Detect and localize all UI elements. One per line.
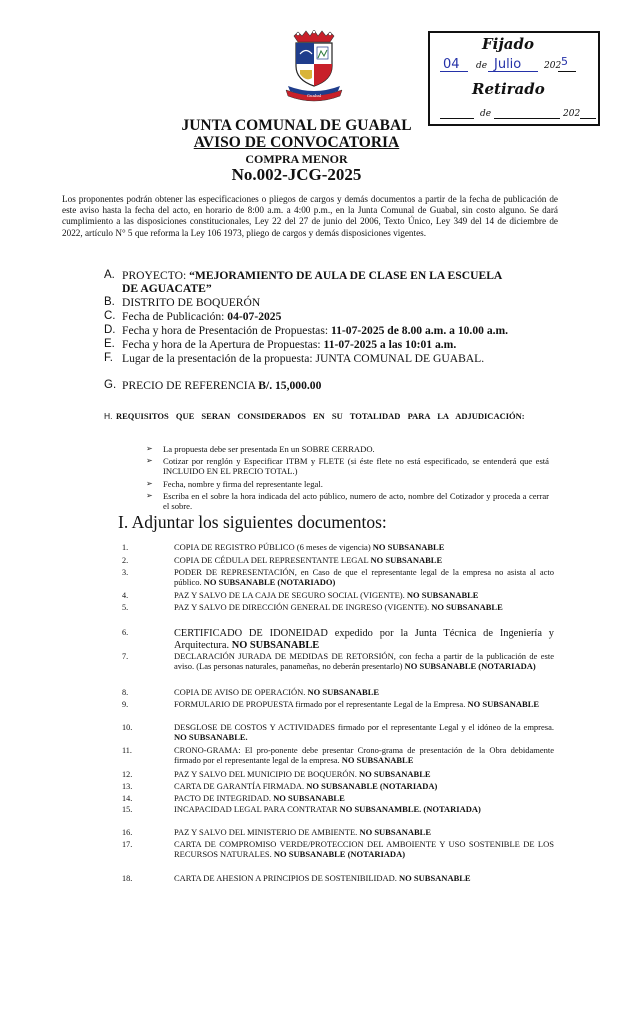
item-value: B/. 15,000.00: [258, 379, 322, 392]
document-item: [174, 603, 554, 613]
document-condition: NO SUBSANABLE (NOTARIADA): [404, 660, 536, 671]
document-item: [174, 746, 554, 765]
arrow-bullet-icon: ➢: [146, 456, 153, 465]
notice-number: No.002-JCG-2025: [231, 165, 362, 184]
document-item: [174, 568, 554, 587]
document-text: CRONO-GRAMA: El pro-ponente debe presentar Crono-grama de presentación de la Obra debidamente firmado por el representante legal de la empresa.: [174, 745, 554, 765]
item-letter: D.: [104, 324, 116, 336]
document-condition: NO SUBSANABLE: [359, 827, 431, 837]
document-number: 11.: [122, 746, 132, 755]
document-text: PAZ Y SALVO DEL MUNICIPIO DE BOQUERÓN.: [174, 769, 359, 779]
document-item: [174, 652, 554, 671]
item-label: Fecha y hora de Presentación de Propuestas:: [122, 324, 331, 337]
purchase-type: COMPRA MENOR: [245, 152, 348, 166]
item-value: 04-07-2025: [227, 310, 282, 323]
document-condition: NO SUBSANABLE: [406, 590, 479, 600]
document-number: 8.: [122, 688, 129, 697]
document-text: PACTO DE INTEGRIDAD.: [174, 793, 274, 803]
document-condition: NO SUBSANABLE: [399, 873, 471, 883]
document-condition: NO SUBSANABLE (NOTARIADA): [306, 781, 438, 791]
item-letter: C.: [104, 310, 116, 322]
document-number: 14.: [122, 794, 133, 803]
document-number: 6.: [122, 628, 129, 637]
document-text: PODER DE REPRESENTACIÓN, en Caso de que el representante legal de la empresa no asista al acto público.: [174, 567, 554, 587]
requirement-text: La propuesta debe ser presentada En un SOBRE CERRADO.: [163, 444, 375, 454]
document-condition: NO SUBSANABLE: [372, 542, 445, 552]
document-item: [174, 591, 554, 601]
document-text: INCAPACIDAD LEGAL PARA CONTRATAR: [174, 804, 340, 814]
document-number: 7.: [122, 652, 129, 661]
item-letter: G.: [104, 379, 117, 391]
document-text: COPIA DE AVISO DE OPERACIÓN.: [174, 687, 308, 697]
item-value: 11-07-2025 de 8.00 a.m. a 10.00 a.m.: [330, 324, 509, 337]
document-condition: NO SUBSANAMBLE. (NOTARIADA): [339, 804, 481, 814]
item-label: Fecha de Publicación:: [122, 310, 228, 323]
document-text: DECLARACIÓN JURADA DE MEDIDAS DE RETORSIÓN, con fecha a partir de la publicación de este aviso. (Las personas naturales, panameñas, no deberán presentarlo): [174, 651, 554, 671]
notice-title: AVISO DE CONVOCATORIA: [193, 134, 400, 151]
item-value: 11-07-2025 a las 10:01 a.m.: [323, 338, 457, 351]
document-condition: NO SUBSANABLE: [467, 699, 540, 709]
item-value-continued: DE AGUACATE”: [122, 282, 212, 295]
item-text: [122, 310, 552, 323]
intro-paragraph: Los proponentes podrán obtener las especificaciones o pliegos de cargos y demás documentos a partir de la fecha de publicación de este aviso hasta la fecha del acto, en horario de 8:00 a.m. a 4:00 p.m., en la Junta Comunal de Guabal, sin costo alguno. Se dará cumplimiento a las disposiciones constitucionales, Ley 22 del 27 de junio del 2006, Texto Único, Ley 349 del 14 de diciembre de 2022, artículo N° 5 que reforma la Ley 106 1973, pliego de cargos y demás disposiciones vigentes.: [62, 194, 558, 238]
document-item: [174, 805, 554, 815]
document-number: 5.: [122, 603, 129, 612]
document-text: CERTIFICADO DE IDONEIDAD expedido por la Junta Técnica de Ingeniería y Arquitectura.: [174, 628, 554, 651]
requirement-text: Fecha, nombre y firma del representante legal.: [163, 479, 323, 489]
document-item: [174, 828, 554, 838]
requisitos-letter: H.: [104, 411, 113, 421]
document-item: [174, 770, 554, 780]
fijado-day: 04: [443, 57, 460, 72]
retirado-year-prefix: 202: [563, 109, 581, 119]
item-letter: B.: [104, 296, 115, 308]
document-text: FORMULARIO DE PROPUESTA firmado por el representante Legal de la Empresa.: [174, 699, 468, 709]
retirado-label: Retirado: [472, 80, 545, 98]
document-condition: NO SUBSANABLE: [358, 769, 431, 779]
document-number: 9.: [122, 700, 129, 709]
document-text: CARTA DE AHESION A PRINCIPIOS DE SOSTENIBILIDAD.: [174, 873, 400, 883]
fijado-label: Fijado: [482, 35, 534, 53]
document-text: PAZ Y SALVO DE LA CAJA DE SEGURO SOCIAL (VIGENTE).: [174, 590, 407, 600]
document-number: 10.: [122, 723, 133, 732]
document-condition: NO SUBSANABLE: [370, 555, 443, 565]
document-text: CARTA DE GARANTÍA FIRMADA.: [174, 781, 307, 791]
item-letter: A.: [104, 269, 115, 281]
retirado-de: de: [480, 109, 492, 119]
item-value: “MEJORAMIENTO DE AULA DE CLASE EN LA ESCUELA: [189, 269, 503, 282]
seal-motto: Guabal: [306, 93, 322, 98]
document-number: 15.: [122, 805, 133, 814]
fijado-month: Julio: [494, 57, 522, 72]
documents-heading: I. Adjuntar los siguientes documentos:: [118, 512, 387, 532]
fijado-year-suffix: 5: [561, 55, 568, 68]
document-item: [174, 794, 554, 804]
document-item: [174, 874, 554, 884]
item-label: PROYECTO:: [122, 269, 190, 282]
document-number: 16.: [122, 828, 133, 837]
document-item: [174, 556, 554, 566]
document-text: CARTA DE COMPROMISO VERDE/PROTECCION DEL AMBOIENTE Y USO SOSTENIBLE DE LOS RECURSOS NATURALES.: [174, 839, 554, 859]
item-text: [122, 324, 552, 337]
document-number: 1.: [122, 543, 129, 552]
item-text: [122, 352, 552, 365]
document-condition: NO SUBSANABLE: [431, 602, 503, 612]
requisitos-title: REQUISITOS QUE SERAN CONSIDERADOS EN SU TOTALIDAD PARA LA ADJUDICACIÓN:: [116, 411, 525, 421]
document-number: 4.: [122, 591, 129, 600]
item-label: DISTRITO DE BOQUERÓN: [122, 296, 261, 309]
fijado-de: de: [476, 61, 488, 71]
requirement-text: Cotizar por renglón y Especificar ITBM y FLETE (si éste flete no está especificado, se entenderá que está INCLUIDO EN EL PRECIO TOTAL.): [163, 456, 549, 477]
guabal-seal-logo: [284, 30, 344, 104]
document-text: COPIA DE REGISTRO PÚBLICO (6 meses de vigencia): [174, 542, 373, 552]
document-item: [174, 628, 554, 652]
document-number: 18.: [122, 874, 133, 883]
fijado-year-prefix: 202: [544, 61, 562, 71]
document-condition: NO SUBSANABLE: [307, 687, 380, 697]
item-letter: E.: [104, 338, 115, 350]
document-number: 13.: [122, 782, 133, 791]
item-label: Fecha y hora de la Apertura de Propuestas:: [122, 338, 324, 351]
item-text: [122, 338, 552, 351]
document-item: [174, 723, 554, 742]
document-condition: NO SUBSANABLE: [341, 754, 414, 765]
item-label: PRECIO DE REFERENCIA: [122, 379, 259, 392]
document-number: 3.: [122, 568, 129, 577]
arrow-bullet-icon: ➢: [146, 479, 153, 488]
entity-heading: JUNTA COMUNAL DE GUABAL: [181, 117, 412, 134]
document-condition: NO SUBSANABLE: [231, 640, 320, 651]
item-letter: F.: [104, 352, 113, 364]
document-text: PAZ Y SALVO DE DIRECCIÓN GENERAL DE INGRESO (VIGENTE).: [174, 602, 432, 612]
document-number: 12.: [122, 770, 133, 779]
fijado-retirado-stamp: [428, 31, 600, 126]
item-text: [122, 269, 552, 295]
arrow-bullet-icon: ➢: [146, 491, 153, 500]
arrow-bullet-icon: ➢: [146, 444, 153, 453]
item-label: Lugar de la presentación de la propuesta: JUNTA COMUNAL DE GUABAL.: [122, 352, 485, 365]
item-text: [122, 296, 552, 309]
document-item: [174, 782, 554, 792]
requirement-text: Escriba en el sobre la hora indicada del acto público, numero de acto, nombre del Cotizador y proceda a cerrar el sobre.: [163, 491, 549, 512]
item-text: [122, 379, 552, 392]
document-condition: NO SUBSANABLE (NOTARIADA): [273, 848, 406, 859]
document-item: [174, 543, 554, 553]
document-text: COPIA DE CÉDULA DEL REPRESENTANTE LEGAL: [174, 555, 371, 565]
document-number: 17.: [122, 840, 133, 849]
document-condition: NO SUBSANABLE: [273, 793, 345, 803]
document-text: PAZ Y SALVO DEL MINISTERIO DE AMBIENTE.: [174, 827, 360, 837]
document-item: [174, 700, 554, 710]
document-text: DESGLOSE DE COSTOS Y ACTIVIDADES firmado por el representante Legal y el idóneo de la empresa.: [174, 722, 554, 732]
document-item: [174, 840, 554, 859]
document-condition: NO SUBSANABLE.: [174, 731, 248, 742]
document-condition: NO SUBSANABLE (NOTARIADO): [203, 576, 336, 587]
document-item: [174, 688, 554, 698]
document-number: 2.: [122, 556, 129, 565]
